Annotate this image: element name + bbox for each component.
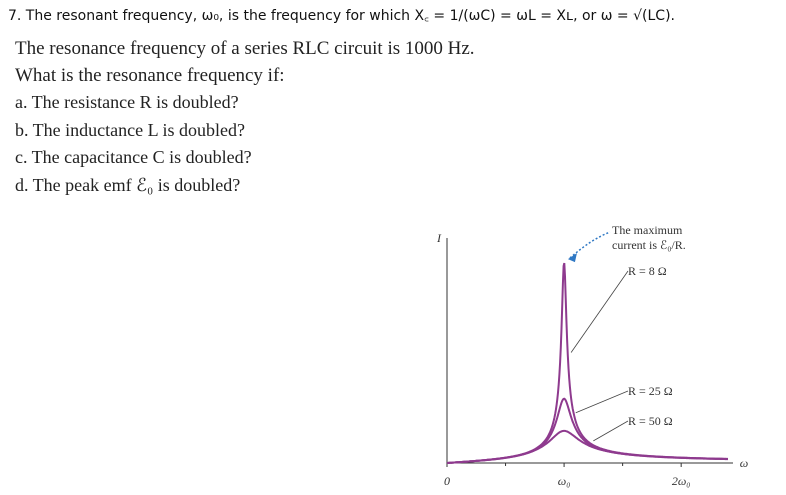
problem-line-2: What is the resonance frequency if: xyxy=(15,65,285,86)
question-a: a. The resistance R is doubled? xyxy=(15,92,239,112)
chart-curves xyxy=(447,263,728,463)
series-label: R = 50 Ω xyxy=(628,414,673,428)
series-label: R = 8 Ω xyxy=(628,264,667,278)
question-b: b. The inductance L is doubled? xyxy=(15,120,245,140)
series-curve xyxy=(447,399,728,463)
series-curve xyxy=(447,431,728,463)
problem-line-1: The resonance frequency of a series RLC circuit is 1000 Hz. xyxy=(15,38,475,59)
question-d: d. The peak emf ℰ₀ is doubled? xyxy=(15,175,241,195)
question-c: c. The capacitance C is doubled? xyxy=(15,147,252,167)
x-tick-label: 0 xyxy=(444,474,450,488)
chart-labels xyxy=(436,223,748,488)
x-tick-label: ω₀ xyxy=(557,474,571,488)
x-tick-label: 2ω₀ xyxy=(671,474,691,488)
series-leader xyxy=(593,421,628,441)
series-leader xyxy=(576,391,628,413)
annotation-line-1: The maximum xyxy=(612,223,683,237)
series-leader xyxy=(571,271,628,353)
series-label: R = 25 Ω xyxy=(628,384,673,398)
chart-axes xyxy=(447,238,733,467)
annotation-arrowhead xyxy=(568,253,577,262)
y-axis-label: I xyxy=(437,231,441,245)
annotation-line-2: current is ℰ₀/R. xyxy=(612,238,686,252)
series-curve xyxy=(447,263,728,463)
x-axis-label: ω xyxy=(739,456,749,470)
intro-text: 7. The resonant frequency, ω₀, is the frequency for which X꜀ = 1/(ωC) = ωL = Xʟ, or ω = √(LC). xyxy=(8,8,675,24)
